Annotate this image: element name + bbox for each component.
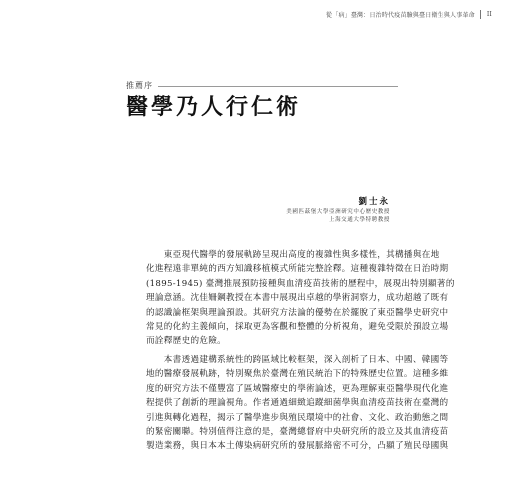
text-line: 化進程遠非單純的西方知識移植模式所能完整詮釋。這種複雜特徵在日治時期 [146,264,449,275]
text-line: 常見的化約主義傾向，採取更為客觀和整體的分析視角，避免受限於預設立場 [146,322,449,333]
section-rule [158,86,398,87]
text-line: 的認識論框架與理論預設。其研究方法論的優勢在於擺脫了東亞醫學史研究中 [146,307,449,318]
header-divider [480,10,481,19]
text-line: (1895-1945) 臺灣推展預防接種與血清疫苗技術的歷程中，展現出特別顯著的 [146,278,455,289]
running-title: 從「病」臺灣：日治時代疫苗驗與臺日衛生與人事革命 [326,12,475,19]
page-number: II [486,11,492,18]
text-line: 地的醫療發展軌跡，特別聚焦於臺灣在殖民統治下的特殊歷史位置。這種多維 [146,369,449,380]
author-affiliation: 上海交通大學特聘教授 [328,217,390,223]
text-line: 度的研究方法不僅豐富了區域醫療史的學術論述，更為理解東亞醫學現代化進 [146,383,449,394]
text-line: 的緊密關聯。特別值得注意的是，臺灣總督府中央研究所的設立及其血清疫苗 [146,427,449,438]
body-paragraph-2 [146,353,449,454]
text-line: 程提供了創新的理論視角。作者通過細緻追蹤細菌學與血清疫苗技術在臺灣的 [146,398,449,409]
text-line: 而詮釋歷史的危險。 [146,336,227,347]
author-name: 劉士永 [358,197,390,207]
text-line: 本書透過建構系統性的跨區域比較框架，深入剖析了日本、中國、韓國等 [146,355,449,365]
running-header [326,10,492,19]
body-paragraph-1 [146,248,455,349]
text-line: 東亞現代醫學的發展軌跡呈現出高度的複雜性與多樣性，其構播與在地 [146,250,440,260]
text-line: 理論意涵。沈佳姍鋼教授在本書中展現出卓越的學術洞察力，成功超越了既有 [146,293,449,304]
text-line: 引進與轉化過程，揭示了醫學進步與殖民環境中的社會、文化、政治動態之間 [146,412,449,423]
chapter-title: 醫學乃人行仁術 [126,94,302,120]
section-label: 推薦序 [126,81,153,90]
author-affiliation: 美國匹茲堡大學亞洲研究中心歷史教授 [286,209,390,215]
text-line: 製造業務，與日本本土傳染病研究所的發展脈絡密不可分，凸顯了殖民母國與 [146,441,449,452]
